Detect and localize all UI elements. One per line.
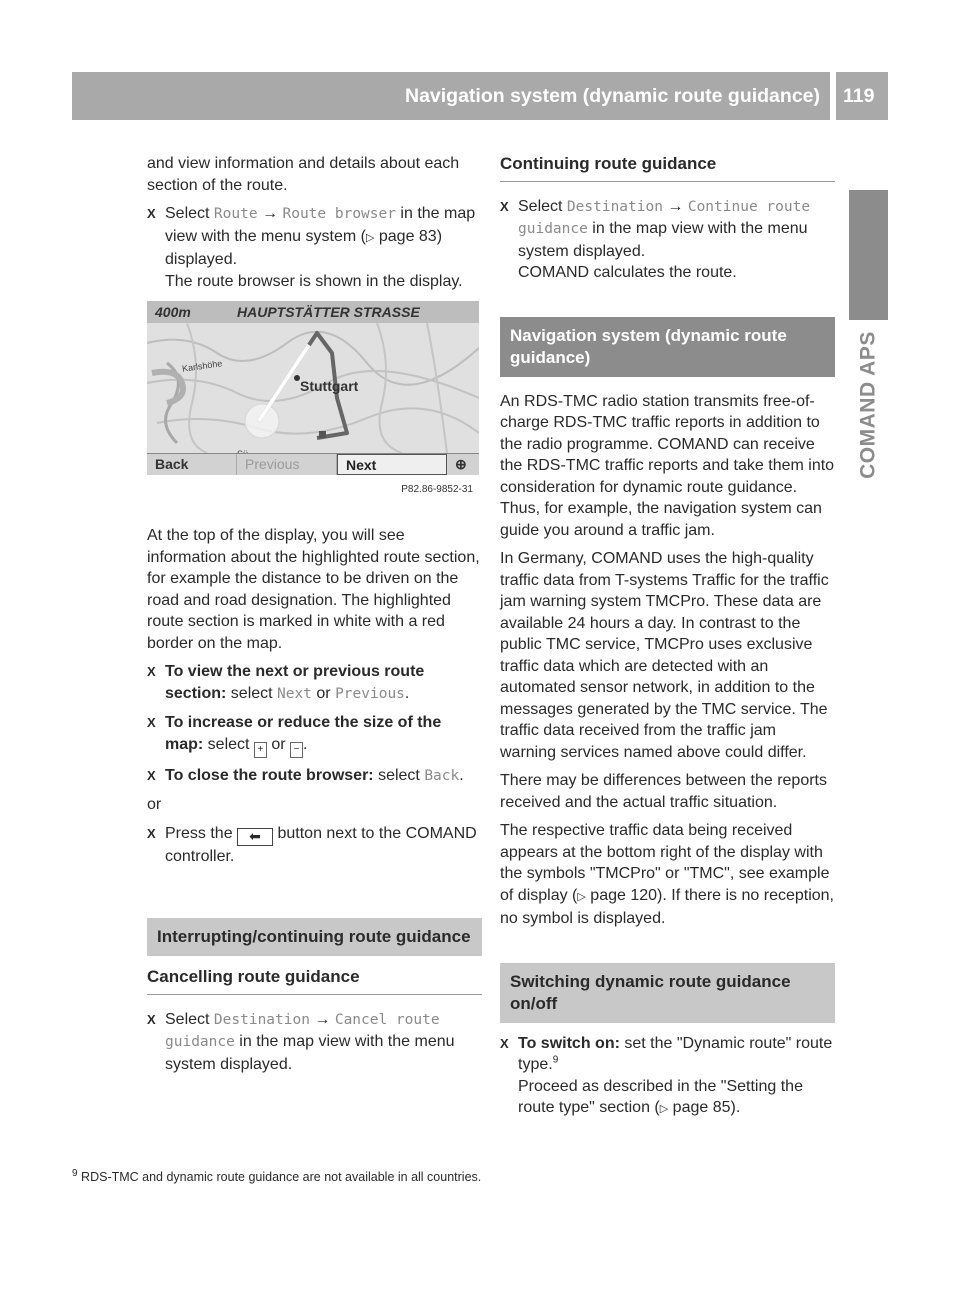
step-marker-icon: X <box>147 715 156 730</box>
footnote <box>72 1167 481 1189</box>
ui-term: Destination <box>213 1011 310 1028</box>
section-heading: Navigation system (dynamic route guidance) <box>500 317 835 377</box>
page-ref-icon: ▷ <box>365 231 375 244</box>
ui-term: Route <box>213 206 258 222</box>
description-paragraph: In Germany, COMAND uses the high-quality traffic data from T-systems Traffic for the traffic jam warning system TMCPro. These data are available 24 hours a day. In contrast to the public TMC service, TMCPro uses exclusive traffic data which are detected with an automated sensor network, in addition to the messages generated by the TMC service. The traffic data received from the traffic jam warning services named above could differ. <box>500 550 829 761</box>
side-tab-marker <box>849 190 888 320</box>
or-text: or <box>147 796 162 813</box>
ui-term: Back <box>424 767 460 784</box>
page-ref-icon: ▷ <box>659 1103 669 1115</box>
header-bar <box>72 72 830 120</box>
ui-term: Continue route guidance <box>518 198 811 237</box>
step-title: To switch on: <box>518 1034 620 1052</box>
sub-heading: Cancelling route guidance <box>147 966 482 995</box>
step-text: in the map view with the menu system displayed. <box>165 1033 455 1073</box>
step-text: Select <box>165 1010 214 1028</box>
ui-term: Previous <box>335 685 405 702</box>
footnote-number: 9 <box>72 1167 78 1179</box>
step-marker-icon: X <box>147 1011 156 1027</box>
back-button-icon: ⬅ <box>237 828 273 846</box>
step-result: Proceed as described in the "Setting the route type" section ( <box>518 1077 803 1116</box>
description-paragraph <box>500 820 835 930</box>
step-marker-icon: X <box>147 825 156 841</box>
step-result: The route browser is shown in the display. <box>165 272 463 290</box>
zoom-out-icon: − <box>290 742 303 758</box>
display-info-bar <box>147 301 479 323</box>
zoom-in-icon: + <box>254 742 267 758</box>
instruction-step <box>147 765 482 788</box>
back-softkey[interactable]: Back <box>147 454 237 475</box>
step-text: . <box>459 766 464 784</box>
distance-label: 400m <box>155 304 191 320</box>
instruction-step <box>147 823 482 868</box>
step-text: Select <box>165 205 214 222</box>
step-text: in the map view with the menu system displayed. <box>518 220 808 260</box>
menu-arrow-icon: → <box>309 1010 335 1028</box>
map-city-label: Stuttgart <box>300 378 359 394</box>
step-title: To increase or reduce the size of the map: <box>165 714 442 753</box>
instruction-step <box>500 1033 835 1121</box>
street-label: HAUPTSTÄTTER STRASSE <box>237 304 420 320</box>
ui-term: Next <box>277 685 312 702</box>
page-number: 119 <box>843 85 875 107</box>
page-ref-link[interactable]: page 120). If there is no reception, no symbol is displayed. <box>500 886 834 927</box>
right-column <box>500 153 835 1128</box>
step-marker-icon: X <box>147 767 156 783</box>
page-number-box <box>836 72 888 120</box>
step-result: COMAND calculates the route. <box>518 264 737 281</box>
step-text: Press the <box>165 824 238 842</box>
step-text: . <box>404 684 410 702</box>
sub-heading: Continuing route guidance <box>500 153 835 182</box>
nav-display <box>147 301 479 475</box>
figure-code: P82.86-9852-31 <box>401 484 473 495</box>
zoom-icon[interactable]: ⊕ <box>455 456 467 472</box>
route-browser-figure <box>147 301 479 497</box>
step-text: select <box>226 684 278 702</box>
side-tab-label: COMAND APS <box>856 331 880 479</box>
step-title: To view the next or previous route section: <box>165 663 425 702</box>
previous-softkey[interactable]: Previous <box>237 454 337 475</box>
left-column <box>147 153 482 1082</box>
page-header-title: Navigation system (dynamic route guidance) <box>404 85 820 107</box>
description-paragraph: There may be differences between the reports received and the actual traffic situation. <box>500 772 827 811</box>
instruction-step <box>147 203 482 292</box>
side-tab-label-box <box>849 331 888 479</box>
step-marker-icon: X <box>500 198 509 214</box>
footnote-text: RDS-TMC and dynamic route guidance are not available in all countries. <box>81 1170 482 1184</box>
step-text: select <box>203 735 254 753</box>
step-text: in the map view with the menu system ( <box>165 205 476 245</box>
step-text: Select <box>518 197 567 215</box>
ui-term: Destination <box>566 198 663 215</box>
step-text: select <box>373 766 425 784</box>
instruction-step <box>147 1009 482 1076</box>
page-ref-link[interactable]: page 85). <box>668 1099 741 1116</box>
step-text: . <box>303 735 308 753</box>
step-marker-icon: X <box>500 1035 509 1051</box>
footnote-marker[interactable]: 9 <box>552 1054 559 1066</box>
step-text: or <box>266 735 291 753</box>
step-marker-icon: X <box>147 206 156 221</box>
section-heading: Switching dynamic route guidance on/off <box>500 963 835 1023</box>
ui-term: Cancel route guidance <box>165 1011 440 1050</box>
step-text: set the "Dynamic route" route type. <box>518 1034 833 1073</box>
description-paragraph: An RDS-TMC radio station transmits free-of-charge RDS-TMC traffic reports in addition to the radio programme. COMAND can receive the RDS-TMC traffic reports and take them into consideration for dynamic route guidance. Thus, for example, the navigation system can guide you around a traffic jam. <box>500 392 835 539</box>
page-ref-link[interactable]: page 83) displayed. <box>165 227 443 268</box>
step-marker-icon: X <box>147 664 156 679</box>
step-title: To close the route browser: <box>165 766 374 784</box>
map-area-label: Karlshöhe <box>181 358 223 374</box>
page-ref-icon: ▷ <box>577 890 586 903</box>
paragraph-text: The respective traffic data being received appears at the bottom right of the display with the symbols "TMCPro" or "TMC", see example of display ( <box>500 822 830 904</box>
intro-text: and view information and details about each section of the route. <box>147 155 460 194</box>
next-softkey[interactable]: Next <box>337 454 447 475</box>
instruction-step <box>147 712 482 758</box>
step-text: or <box>311 684 336 702</box>
menu-arrow-icon: → <box>262 205 279 222</box>
ui-term: Route browser <box>282 206 396 222</box>
section-heading: Interrupting/continuing route guidance <box>147 918 482 956</box>
instruction-step <box>147 661 482 705</box>
instruction-step <box>500 196 835 284</box>
step-text: button next to the COMAND controller. <box>165 824 477 865</box>
menu-arrow-icon: → <box>662 197 688 215</box>
display-softkey-bar <box>147 453 479 475</box>
description-paragraph: At the top of the display, you will see information about the highlighted route section, for example the distance to be driven on the road and road designation. The highlighted route section is marked in white with a red border on the map. <box>147 527 480 652</box>
